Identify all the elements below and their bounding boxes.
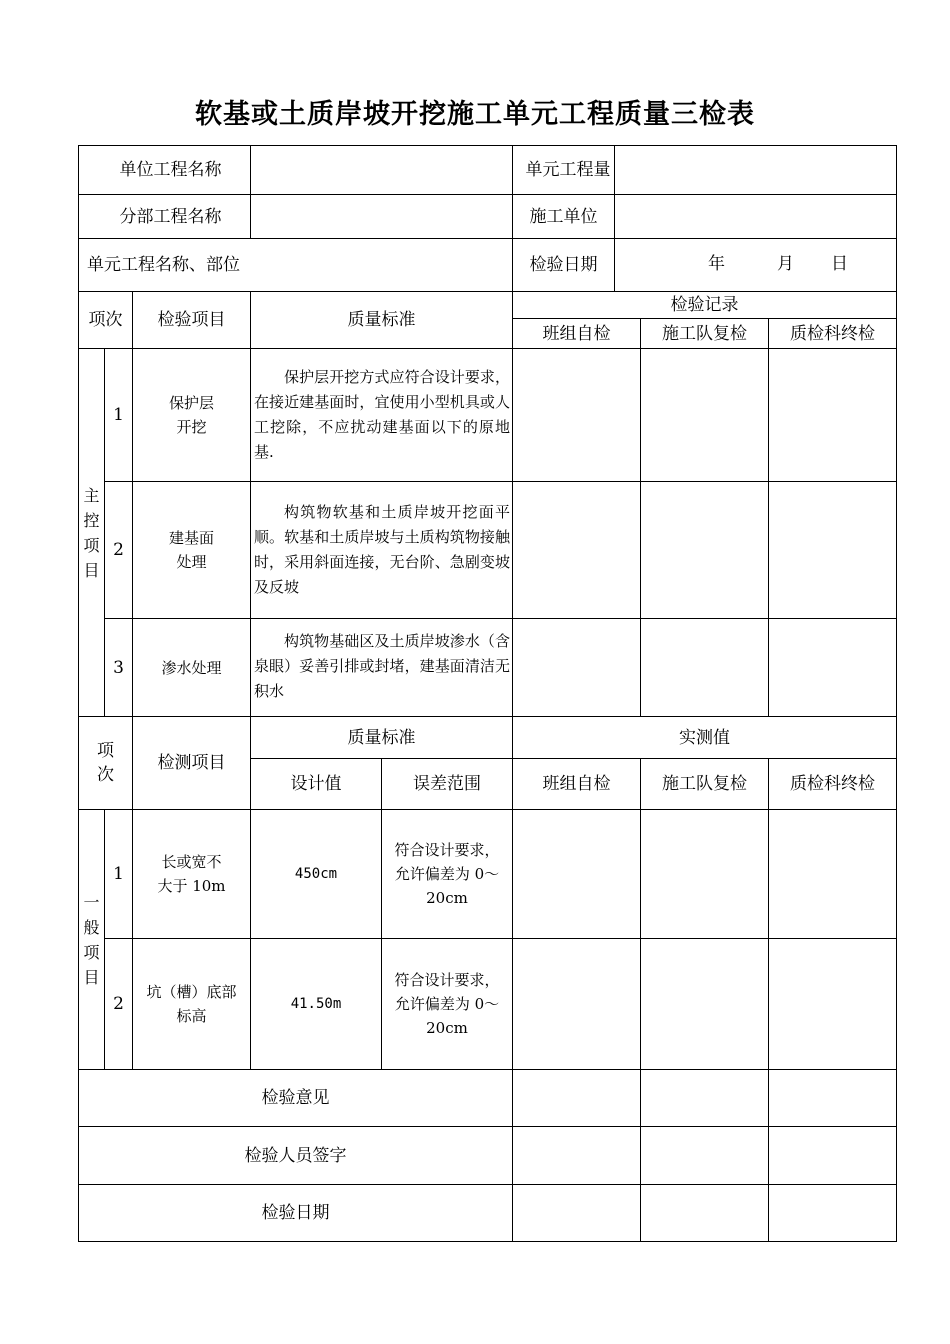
s1-row2-standard-text: 构筑物软基和土质岸坡开挖面平顺。软基和土质岸坡与土质构筑物接触时，采用斜面连接，无台阶、急剧变坡及反坡 [254,503,510,596]
date-month: 月 [777,254,794,274]
page-title: 软基或土质岸坡开挖施工单元工程质量三检表 [195,99,755,130]
s2-row1-item-line2: 大于 10m [157,877,226,895]
s2-col-crew: 施工队复检 [662,774,747,794]
s1-col-record: 检验记录 [670,295,739,315]
s1-row2-item-line1: 建基面 [168,529,214,547]
s1-row2-item-line2: 处理 [176,553,207,571]
s1-row3-team-field[interactable] [513,619,640,716]
s1-row1-item [133,349,250,481]
s1-row2-crew-field[interactable] [641,482,768,618]
s2-col-index [79,717,132,809]
s1-row2-qc-field[interactable] [769,482,896,618]
signature-crew-field[interactable] [641,1127,768,1184]
opinion-crew-field[interactable] [641,1070,768,1126]
s2-col-measured: 实测值 [679,727,730,748]
s1-row2-standard [251,482,512,618]
footer-date-team-field[interactable] [513,1185,640,1241]
unit-project-label: 单位工程名称 [119,160,222,180]
s1-row1-standard-text: 保护层开挖方式应符合设计要求，在接近建基面时，宜使用小型机具或人工挖除，不应扰动建基面以下的原地基. [254,368,510,461]
s1-row1-item-line1: 保护层 [168,394,214,412]
s2-row2-no: 2 [113,994,124,1014]
s1-row1-qc-field[interactable] [769,349,896,481]
s1-row3-standard [251,619,512,716]
s2-col-design: 设计值 [290,774,342,794]
s2-row2-item-line2: 标高 [176,1007,207,1025]
s1-col-standard: 质量标准 [347,310,416,330]
s2-col-tolerance: 误差范围 [413,774,481,794]
s2-col-standard: 质量标准 [347,727,416,748]
footer-date-crew-field[interactable] [641,1185,768,1241]
s1-row1-team-field[interactable] [513,349,640,481]
s2-row2-crew-field[interactable] [641,939,768,1069]
date-field[interactable] [615,239,896,291]
s2-col-index-1: 项 [97,741,114,761]
contractor-field[interactable] [615,195,896,238]
s2-row1-team-field[interactable] [513,810,640,938]
element-label-text: 单元工程名称、部位 [87,255,240,275]
s2-row2-tol-line2: 允许偏差为 0～ [394,995,500,1013]
date-label: 检验日期 [529,255,598,275]
s2-row1-tolerance [382,810,512,938]
s1-row2-item [133,482,250,618]
s2-row2-design: 41.50m [290,996,342,1012]
s1-row3-qc-field[interactable] [769,619,896,716]
s2-row2-item [133,939,250,1069]
s1-row3-item-line1: 渗水处理 [161,658,222,677]
s2-group-label [79,810,104,1069]
s1-col-item: 检验项目 [157,310,226,330]
element-label [79,239,512,291]
division-label: 分部工程名称 [119,206,222,227]
s2-row1-tol-line2: 允许偏差为 0～ [394,865,500,883]
s1-row1-crew-field[interactable] [641,349,768,481]
s2-row1-tol-line1: 符合设计要求， [394,841,500,859]
unit-quantity-field[interactable] [615,146,896,194]
s1-row2-no: 2 [113,540,124,560]
s2-col-qc: 质检科终检 [790,774,875,794]
date-day: 日 [831,254,848,274]
footer-date-qc-field[interactable] [769,1185,896,1241]
s2-col-team: 班组自检 [542,774,611,794]
s2-row1-item [133,810,250,938]
opinion-label: 检验意见 [261,1088,330,1108]
s2-row2-tol-line1: 符合设计要求， [394,971,500,989]
contractor-label: 施工单位 [529,206,598,227]
s2-col-index-2: 次 [97,765,114,785]
s1-col-index: 项次 [88,310,123,330]
s2-row2-qc-field[interactable] [769,939,896,1069]
s2-group-label-text: 一般项目 [83,892,100,987]
s2-row1-crew-field[interactable] [641,810,768,938]
s1-row3-no: 3 [113,657,124,678]
signature-qc-field[interactable] [769,1127,896,1184]
s1-row3-standard-text: 构筑物基础区及土质岸坡渗水（含泉眼）妥善引排或封堵，建基面清洁无积水 [254,632,510,700]
date-year: 年 [708,254,725,274]
opinion-qc-field[interactable] [769,1070,896,1126]
s2-row2-item-line1: 坑（槽）底部 [146,983,237,1001]
s2-row1-item-line1: 长或宽不 [161,853,222,871]
s1-row2-team-field[interactable] [513,482,640,618]
s2-row1-tol-line3: 20cm [426,889,468,907]
division-field[interactable] [251,195,512,238]
s1-row3-item [133,619,250,716]
s1-group-label-text: 主控项目 [83,485,100,580]
s1-row1-standard [251,349,512,481]
unit-quantity-label: 单元工程量 [525,160,611,180]
s1-col-team: 班组自检 [542,323,611,344]
s2-row1-no: 1 [113,864,124,884]
unit-project-field[interactable] [251,146,512,194]
signature-team-field[interactable] [513,1127,640,1184]
s2-row2-team-field[interactable] [513,939,640,1069]
s2-col-item: 检测项目 [157,753,226,773]
opinion-team-field[interactable] [513,1070,640,1126]
s2-row2-tolerance [382,939,512,1069]
s2-row1-design: 450cm [294,866,338,882]
footer-date-label: 检验日期 [261,1203,330,1223]
signature-label: 检验人员签字 [244,1145,347,1166]
s2-row1-qc-field[interactable] [769,810,896,938]
s1-row1-item-line2: 开挖 [176,418,207,436]
s1-col-crew: 施工队复检 [662,323,747,344]
s2-row2-tol-line3: 20cm [426,1019,468,1037]
s1-col-qc: 质检科终检 [790,323,875,344]
s1-row1-no: 1 [113,405,124,425]
s1-group-label [79,349,104,716]
s1-row3-crew-field[interactable] [641,619,768,716]
